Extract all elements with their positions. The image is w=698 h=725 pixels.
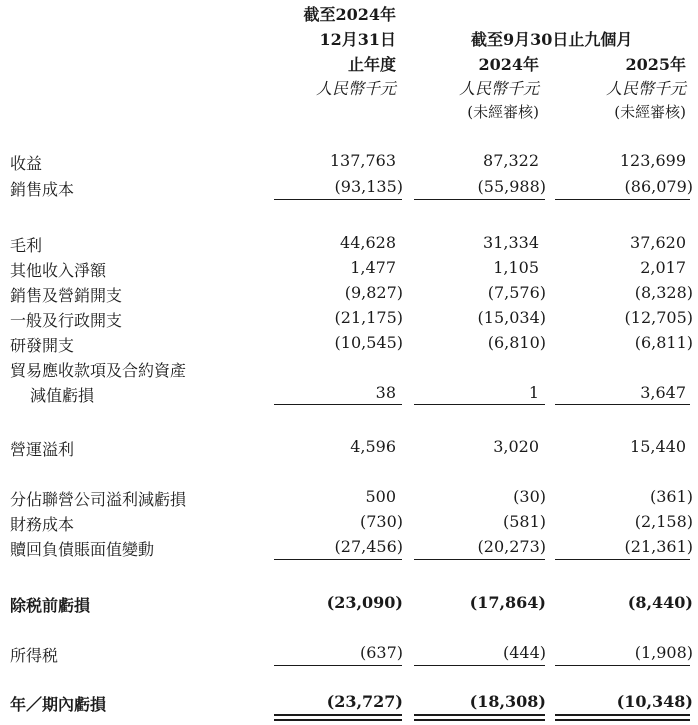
row-label: 毛利 [10,236,43,255]
total-double-rule [414,719,545,721]
col2-value: 3,020 [493,437,539,456]
row-label: 年／期內虧損 [10,695,107,714]
col3-value: (86,079) [624,177,693,196]
col1-value: (10,545) [334,333,403,352]
col3-value: (21,361) [624,537,693,556]
col2-year: 2024年 [478,55,539,74]
col1-header-line3: 止年度 [347,55,396,74]
subtotal-rule [555,665,690,666]
total-double-rule [414,714,545,716]
col2-value: 1,105 [493,258,539,277]
col1-value: 137,763 [329,151,396,170]
col1-value: (23,727) [326,692,403,711]
subtotal-rule [274,559,402,560]
col3-value: (361) [649,487,693,506]
row-label: 贖回負債賬面值變動 [10,540,155,559]
col3-unit: 人民幣千元 [605,79,686,98]
col3-value: 3,647 [640,383,686,402]
row-label: 所得税 [10,646,59,665]
col1-value: (730) [359,512,403,531]
col1-value: (21,175) [334,308,403,327]
col1-value: (9,827) [344,283,403,302]
row-label: 貿易應收款項及合約資產 [10,361,187,380]
col2-value: 1 [528,383,539,402]
col3-value: 37,620 [630,233,686,252]
row-label: 收益 [10,154,43,173]
col2-value: (17,864) [469,593,546,612]
col1-value: 4,596 [350,437,396,456]
row-label: 除税前虧損 [10,596,91,615]
col3-value: 15,440 [630,437,686,456]
col2-unit: 人民幣千元 [458,79,539,98]
subtotal-rule [274,199,402,200]
col1-value: (23,090) [326,593,403,612]
col1-unit: 人民幣千元 [315,79,396,98]
col1-value: (27,456) [334,537,403,556]
subtotal-rule [414,404,545,405]
col3-value: (12,705) [624,308,693,327]
col2-value: (7,576) [487,283,546,302]
col3-year: 2025年 [625,55,686,74]
col2-value: (30) [513,487,546,506]
col3-value: (1,908) [634,643,693,662]
col2-value: (18,308) [469,692,546,711]
col2-value: 31,334 [483,233,539,252]
col2-value: (444) [502,643,546,662]
row-label: 研發開支 [10,336,75,355]
subtotal-rule [274,404,402,405]
subtotal-rule [555,199,690,200]
row-label: 銷售成本 [10,180,75,199]
col1-value: 38 [375,383,396,402]
col1-value: (93,135) [334,177,403,196]
row-label: 分佔聯營公司溢利減虧損 [10,490,187,509]
col3-value: (2,158) [634,512,693,531]
col3-value: (10,348) [616,692,693,711]
subtotal-rule [274,665,402,666]
col2-value: (6,810) [487,333,546,352]
row-label: 其他收入淨額 [10,261,107,280]
col2-value: (20,273) [477,537,546,556]
col3-value: 123,699 [619,151,686,170]
col2-value: (55,988) [477,177,546,196]
col1-value: 500 [365,487,396,506]
col1-value: (637) [359,643,403,662]
nine-months-header: 截至9月30日止九個月 [471,30,633,49]
subtotal-rule [555,404,690,405]
col2-value: (15,034) [477,308,546,327]
col1-header-line2: 12月31日 [319,30,396,49]
col2-unaudited: (未經審核) [467,103,539,121]
subtotal-rule [414,665,545,666]
col2-value: (581) [502,512,546,531]
total-double-rule [274,719,402,721]
row-label: 減值虧損 [30,386,95,405]
col1-header-line1: 截至2024年 [303,5,396,24]
row-label: 一般及行政開支 [10,311,123,330]
col3-value: (8,328) [634,283,693,302]
col3-value: (8,440) [627,593,693,612]
col1-value: 44,628 [340,233,396,252]
col3-unaudited: (未經審核) [614,103,686,121]
col3-value: 2,017 [640,258,686,277]
subtotal-rule [555,559,690,560]
row-label: 銷售及營銷開支 [10,286,123,305]
subtotal-rule [414,559,545,560]
total-double-rule [555,719,690,721]
col1-value: 1,477 [350,258,396,277]
total-double-rule [555,714,690,716]
row-label: 財務成本 [10,515,75,534]
total-double-rule [274,714,402,716]
col2-value: 87,322 [483,151,539,170]
col3-value: (6,811) [634,333,693,352]
row-label: 營運溢利 [10,440,75,459]
subtotal-rule [414,199,545,200]
